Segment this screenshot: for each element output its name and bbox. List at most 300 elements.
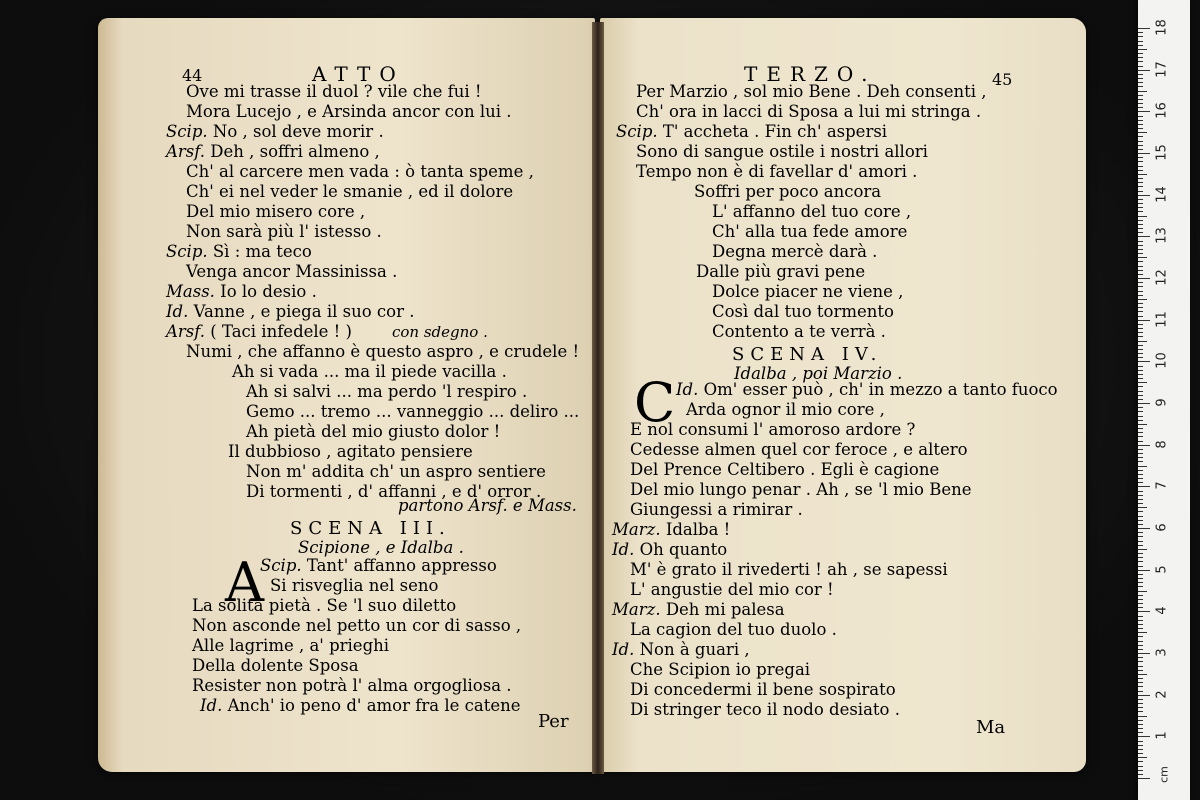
ruler-number: 16 — [1154, 102, 1170, 120]
line-text: Io lo desio . — [220, 282, 317, 301]
ruler-number: 10 — [1154, 352, 1170, 370]
line-text: L' affanno del tuo core , — [712, 202, 912, 221]
ruler-tick — [1138, 291, 1143, 292]
text-line — [192, 676, 512, 695]
ruler-tick — [1138, 95, 1143, 96]
ruler-tick — [1138, 141, 1143, 142]
ruler-tick — [1138, 145, 1143, 146]
line-text: Ch' ora in lacci di Sposa a lui mi stringa . — [636, 102, 982, 121]
ruler-number: 12 — [1154, 269, 1170, 286]
line-text: Si risveglia nel seno — [270, 576, 439, 595]
ruler-tick — [1138, 445, 1150, 446]
line-text: Ove mi trasse il duol ? vile che fui ! — [186, 82, 482, 101]
ruler-tick — [1138, 128, 1143, 129]
ruler-number: 2 — [1154, 690, 1170, 699]
ruler-tick — [1138, 320, 1150, 321]
ruler-tick — [1138, 286, 1143, 287]
ruler-tick — [1138, 374, 1143, 375]
line-text: Idalba ! — [665, 520, 731, 539]
ruler-tick — [1138, 511, 1143, 512]
text-line — [166, 282, 317, 301]
line-text: Contento a te verrà . — [712, 322, 886, 341]
ruler-tick — [1138, 36, 1143, 37]
ruler-tick — [1138, 657, 1143, 658]
ruler-tick — [1138, 549, 1147, 550]
ruler-tick — [1138, 707, 1143, 708]
ruler-tick — [1138, 528, 1150, 529]
ruler-tick — [1138, 170, 1143, 171]
ruler-number: 1 — [1154, 731, 1170, 740]
ruler-tick — [1138, 270, 1143, 271]
line-text: Di tormenti , d' affanni , e d' orror . — [246, 482, 542, 501]
ruler-tick — [1138, 391, 1143, 392]
text-line — [192, 636, 389, 655]
ruler-tick — [1138, 386, 1143, 387]
ruler-tick — [1138, 370, 1143, 371]
ruler-tick — [1138, 53, 1143, 54]
text-line — [186, 342, 579, 361]
ruler-tick — [1138, 324, 1143, 325]
line-text: Numi , che affanno è questo aspro , e crudele ! — [186, 342, 580, 361]
ruler-tick — [1138, 516, 1143, 517]
ruler-tick — [1138, 453, 1143, 454]
text-line — [630, 440, 968, 459]
ruler-tick — [1138, 249, 1143, 250]
ruler-tick — [1138, 66, 1143, 67]
ruler-tick — [1138, 224, 1143, 225]
ruler-tick — [1138, 107, 1143, 108]
ruler-number: 4 — [1154, 606, 1170, 615]
text-line — [166, 242, 312, 261]
line-text: Oh quanto — [639, 540, 728, 559]
ruler-tick — [1138, 407, 1143, 408]
ruler-tick — [1138, 603, 1143, 604]
ruler-tick — [1138, 578, 1143, 579]
line-text: La solita pietà . Se 'l suo diletto — [192, 596, 457, 615]
ruler-tick — [1138, 574, 1143, 575]
left-scena-characters: Scipione , e Idalba . — [298, 538, 464, 557]
text-line — [616, 122, 887, 141]
ruler-tick — [1138, 420, 1143, 421]
text-line — [612, 600, 785, 619]
text-line — [712, 242, 877, 261]
ruler-tick — [1138, 724, 1143, 725]
ruler-tick — [1138, 624, 1143, 625]
ruler-tick — [1138, 641, 1143, 642]
text-line — [200, 696, 520, 715]
line-text: Del Prence Celtibero . Egli è cagione — [630, 460, 940, 479]
ruler-tick — [1138, 70, 1150, 71]
ruler-tick — [1138, 61, 1143, 62]
speaker-label: Id. — [166, 302, 194, 321]
text-line — [166, 302, 414, 321]
ruler-tick — [1138, 57, 1143, 58]
ruler-tick — [1138, 691, 1143, 692]
ruler-tick — [1138, 228, 1143, 229]
line-text: Deh , soffri almeno , — [210, 142, 380, 161]
ruler-tick — [1138, 241, 1143, 242]
ruler-tick — [1138, 761, 1143, 762]
ruler-tick — [1138, 620, 1143, 621]
line-text: Mora Lucejo , e Arsinda ancor con lui . — [186, 102, 512, 121]
ruler-tick — [1138, 261, 1143, 262]
speaker-label: Id. — [200, 696, 228, 715]
text-line — [636, 142, 928, 161]
line-text: Non sarà più l' istesso . — [186, 222, 382, 241]
ruler-tick — [1138, 124, 1143, 125]
ruler-tick — [1138, 203, 1143, 204]
ruler-tick — [1138, 711, 1143, 712]
line-text: Resister non potrà l' alma orgogliosa . — [192, 676, 512, 695]
ruler-tick — [1138, 49, 1147, 50]
speaker-label: Id. — [612, 640, 640, 659]
ruler-tick — [1138, 599, 1143, 600]
ruler-tick — [1138, 86, 1143, 87]
line-text: Non m' addita ch' un aspro sentiere — [246, 462, 546, 481]
text-line — [630, 500, 803, 519]
text-line — [270, 576, 438, 595]
text-line — [186, 202, 365, 221]
line-text: Del mio lungo penar . Ah , se 'l mio Bene — [630, 480, 972, 499]
ruler-tick — [1138, 274, 1143, 275]
text-line — [246, 462, 546, 481]
measuring-ruler — [1138, 0, 1190, 800]
ruler-tick — [1138, 199, 1143, 200]
right-page-number: 45 — [992, 70, 1013, 89]
ruler-tick — [1138, 236, 1150, 237]
ruler-number: 9 — [1154, 398, 1170, 407]
speaker-label: Scip. — [166, 122, 213, 141]
line-text: Non asconde nel petto un cor di sasso , — [192, 616, 522, 635]
ruler-number: 18 — [1154, 19, 1170, 36]
ruler-tick — [1138, 470, 1143, 471]
ruler-tick — [1138, 253, 1143, 254]
ruler-tick — [1138, 336, 1143, 337]
ruler-tick — [1138, 295, 1143, 296]
ruler-tick — [1138, 186, 1143, 187]
text-line — [166, 322, 488, 342]
ruler-tick — [1138, 611, 1150, 612]
line-text: Il dubbioso , agitato pensiere — [228, 442, 473, 461]
ruler-tick — [1138, 495, 1143, 496]
text-line — [696, 262, 865, 281]
ruler-tick — [1138, 311, 1143, 312]
text-line — [712, 222, 907, 241]
line-text: Ch' ei nel veder le smanie , ed il dolore — [186, 182, 514, 201]
line-text: Alle lagrime , a' prieghi — [192, 636, 390, 655]
ruler-tick — [1138, 349, 1143, 350]
ruler-tick — [1138, 645, 1143, 646]
text-line — [630, 580, 834, 599]
line-text: Sono di sangue ostile i nostri allori — [636, 142, 928, 161]
ruler-tick — [1138, 674, 1147, 675]
speaker-label: Id. — [612, 540, 640, 559]
ruler-tick — [1138, 741, 1143, 742]
line-text: Che Scipion io pregai — [630, 660, 811, 679]
ruler-tick — [1138, 378, 1143, 379]
ruler-tick — [1138, 191, 1143, 192]
right-running-header: TERZO. — [744, 62, 877, 86]
speaker-label: Scip. — [260, 556, 307, 575]
ruler-tick — [1138, 553, 1143, 554]
line-text: Giungessi a rimirar . — [630, 500, 803, 519]
line-text: Ch' alla tua fede amore — [712, 222, 908, 241]
text-line — [712, 282, 903, 301]
line-text: Degna mercè darà . — [712, 242, 878, 261]
speaker-label: Arsf. — [166, 322, 211, 341]
text-line — [694, 182, 881, 201]
speaker-label: Marz. — [612, 520, 666, 539]
ruler-tick — [1138, 245, 1143, 246]
ruler-tick — [1138, 178, 1143, 179]
ruler-tick — [1138, 341, 1147, 342]
line-text: Di concedermi il bene sospirato — [630, 680, 896, 699]
line-text: Deh mi palesa — [665, 600, 785, 619]
left-exit-note: partono Arsf. e Mass. — [398, 496, 577, 515]
line-text: Così dal tuo tormento — [712, 302, 894, 321]
ruler-tick — [1138, 770, 1143, 771]
ruler-tick — [1138, 499, 1143, 500]
ruler-tick — [1138, 678, 1143, 679]
line-text: Ah si vada ... ma il piede vacilla . — [232, 362, 507, 381]
ruler-tick — [1138, 328, 1143, 329]
text-line — [630, 620, 837, 639]
left-catchword: Per — [538, 711, 569, 732]
ruler-tick — [1138, 195, 1150, 196]
ruler-tick — [1138, 449, 1143, 450]
ruler-tick — [1138, 316, 1143, 317]
left-running-header: ATTO — [312, 62, 405, 86]
ruler-tick — [1138, 266, 1143, 267]
ruler-tick — [1138, 307, 1143, 308]
ruler-tick — [1138, 153, 1150, 154]
ruler-tick — [1138, 628, 1143, 629]
ruler-tick — [1138, 432, 1143, 433]
line-text: ( Taci infedele ! ) — [210, 322, 352, 341]
ruler-tick — [1138, 174, 1147, 175]
line-text: Dalle più gravi pene — [696, 262, 866, 281]
ruler-number: 15 — [1154, 144, 1170, 161]
line-text: Ah pietà del mio giusto dolor ! — [246, 422, 501, 441]
ruler-tick — [1138, 211, 1143, 212]
ruler-tick — [1138, 749, 1143, 750]
ruler-tick — [1138, 257, 1147, 258]
speaker-label: Mass. — [166, 282, 221, 301]
ruler-tick — [1138, 666, 1143, 667]
left-page-number: 44 — [182, 66, 203, 85]
ruler-tick — [1138, 345, 1143, 346]
ruler-tick — [1138, 636, 1143, 637]
ruler-tick — [1138, 366, 1143, 367]
ruler-tick — [1138, 461, 1143, 462]
ruler-tick — [1138, 132, 1147, 133]
ruler-tick — [1138, 695, 1150, 696]
right-scena-heading: SCENA IV. — [732, 344, 883, 365]
ruler-tick — [1138, 441, 1143, 442]
line-text: Ch' al carcere men vada : ò tanta speme , — [186, 162, 534, 181]
line-text: Sì : ma teco — [212, 242, 312, 261]
ruler-tick — [1138, 82, 1143, 83]
ruler-tick — [1138, 428, 1143, 429]
ruler-tick — [1138, 774, 1143, 775]
text-line — [186, 102, 512, 121]
text-line — [612, 540, 727, 559]
ruler-tick — [1138, 332, 1143, 333]
ruler-tick — [1138, 45, 1143, 46]
text-line — [246, 422, 500, 441]
ruler-tick — [1138, 728, 1143, 729]
ruler-tick — [1138, 566, 1143, 567]
line-text: Gemo ... tremo ... vanneggio ... deliro ... — [246, 402, 580, 421]
ruler-tick — [1138, 157, 1143, 158]
text-line — [630, 700, 900, 719]
line-text: Dolce piacer ne viene , — [712, 282, 904, 301]
line-text: Non à guari , — [639, 640, 750, 659]
ruler-tick — [1138, 120, 1143, 121]
ruler-tick — [1138, 607, 1143, 608]
ruler-number: 3 — [1154, 648, 1170, 657]
ruler-tick — [1138, 591, 1147, 592]
book-gutter — [592, 22, 604, 774]
ruler-tick — [1138, 616, 1143, 617]
ruler-tick — [1138, 278, 1150, 279]
ruler-tick — [1138, 303, 1143, 304]
line-text: Cedesse almen quel cor feroce , e altero — [630, 440, 968, 459]
text-line — [630, 420, 915, 439]
speaker-label: Scip. — [616, 122, 663, 141]
line-text: Del mio misero core , — [186, 202, 366, 221]
ruler-unit-label: cm — [1157, 766, 1171, 783]
line-text: Om' esser può , ch' in mezzo a tanto fuoco — [703, 380, 1058, 399]
text-line — [630, 480, 972, 499]
text-line — [630, 660, 810, 679]
line-text: Soffri per poco ancora — [694, 182, 882, 201]
ruler-tick — [1138, 661, 1143, 662]
text-line — [612, 520, 730, 539]
ruler-tick — [1138, 466, 1147, 467]
ruler-tick — [1138, 757, 1147, 758]
text-line — [246, 382, 527, 401]
ruler-tick — [1138, 503, 1143, 504]
line-text: M' è grato il rivederti ! ah , se sapessi — [630, 560, 948, 579]
ruler-tick — [1138, 91, 1147, 92]
text-line — [712, 302, 894, 321]
ruler-tick — [1138, 716, 1147, 717]
text-line — [186, 222, 382, 241]
text-line — [192, 656, 359, 675]
ruler-tick — [1138, 766, 1143, 767]
ruler-number: 7 — [1154, 481, 1170, 490]
ruler-number: 5 — [1154, 565, 1170, 574]
line-text: Anch' io peno d' amor fra le catene — [227, 696, 521, 715]
ruler-tick — [1138, 411, 1143, 412]
ruler-tick — [1138, 703, 1143, 704]
ruler-tick — [1138, 457, 1143, 458]
ruler-tick — [1138, 78, 1143, 79]
ruler-tick — [1138, 491, 1143, 492]
line-text: Per Marzio , sol mio Bene . Deh consenti , — [636, 82, 987, 101]
ruler-tick — [1138, 207, 1143, 208]
line-text: Ah si salvi ... ma perdo 'l respiro . — [246, 382, 528, 401]
ruler-tick — [1138, 136, 1143, 137]
ruler-tick — [1138, 486, 1150, 487]
text-line — [636, 102, 981, 121]
ruler-tick — [1138, 474, 1143, 475]
text-line — [228, 442, 473, 461]
ruler-tick — [1138, 561, 1143, 562]
text-line — [712, 322, 886, 341]
ruler-tick — [1138, 28, 1150, 29]
text-line — [712, 202, 911, 221]
text-line — [246, 402, 579, 421]
ruler-tick — [1138, 416, 1143, 417]
line-text: La cagion del tuo duolo . — [630, 620, 837, 639]
text-line — [630, 460, 939, 479]
line-text: Tempo non è di favellar d' amori . — [636, 162, 918, 181]
ruler-tick — [1138, 116, 1143, 117]
ruler-tick — [1138, 649, 1143, 650]
ruler-tick — [1138, 520, 1143, 521]
ruler-tick — [1138, 74, 1143, 75]
text-line — [686, 400, 885, 419]
ruler-tick — [1138, 353, 1143, 354]
ruler-tick — [1138, 478, 1143, 479]
ruler-tick — [1138, 732, 1143, 733]
ruler-tick — [1138, 753, 1143, 754]
text-line — [636, 82, 986, 101]
speaker-label: Marz. — [612, 600, 666, 619]
ruler-tick — [1138, 216, 1147, 217]
speaker-label: Scip. — [166, 242, 213, 261]
left-drop-cap: A — [225, 551, 264, 614]
ruler-tick — [1138, 403, 1150, 404]
ruler-tick — [1138, 745, 1143, 746]
ruler-tick — [1138, 103, 1143, 104]
line-text: Di stringer teco il nodo desiato . — [630, 700, 900, 719]
text-line — [630, 680, 896, 699]
right-catchword: Ma — [976, 717, 1006, 738]
ruler-tick — [1138, 361, 1150, 362]
text-line — [166, 142, 380, 161]
ruler-tick — [1138, 720, 1143, 721]
line-text: E nol consumi l' amoroso ardore ? — [630, 420, 916, 439]
ruler-tick — [1138, 395, 1143, 396]
line-text: Arda ognor il mio core , — [686, 400, 885, 419]
ruler-tick — [1138, 111, 1150, 112]
right-drop-cap: C — [634, 371, 676, 434]
line-text: Vanne , e piega il suo cor . — [193, 302, 415, 321]
ruler-tick — [1138, 32, 1143, 33]
ruler-tick — [1138, 149, 1143, 150]
ruler-tick — [1138, 182, 1143, 183]
right-scena-characters: Idalba , poi Marzio . — [734, 364, 903, 383]
text-line — [636, 162, 917, 181]
stage-direction: con sdegno . — [392, 323, 488, 341]
ruler-tick — [1138, 99, 1143, 100]
ruler-tick — [1138, 220, 1143, 221]
ruler-tick — [1138, 399, 1143, 400]
ruler-tick — [1138, 382, 1147, 383]
ruler-tick — [1138, 161, 1143, 162]
ruler-tick — [1138, 670, 1143, 671]
ruler-tick — [1138, 436, 1143, 437]
text-line — [186, 262, 397, 281]
ruler-tick — [1138, 299, 1147, 300]
line-text: L' angustie del mio cor ! — [630, 580, 834, 599]
ruler-tick — [1138, 232, 1143, 233]
ruler-tick — [1138, 570, 1150, 571]
ruler-number: 11 — [1154, 310, 1170, 328]
